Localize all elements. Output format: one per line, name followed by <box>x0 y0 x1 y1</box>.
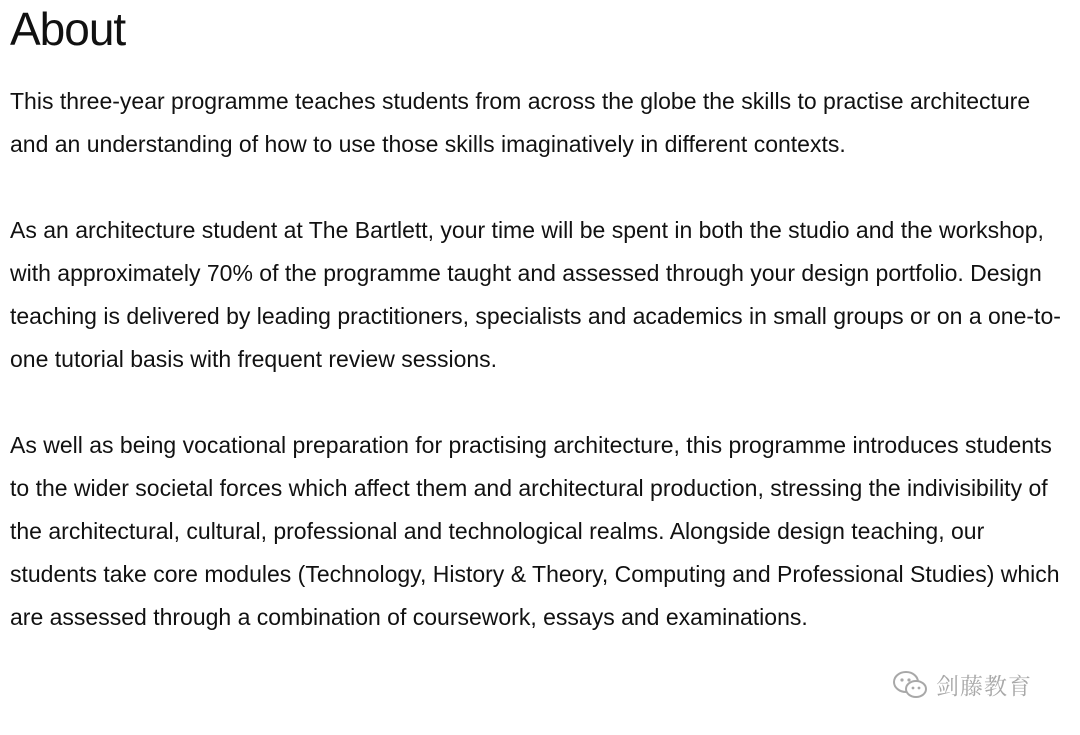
paragraph-studio: As an architecture student at The Bartlett, your time will be spent in both the studio and the workshop, with approximately 70% of the programme taught and assessed through your design portfolio. Design teaching is delivered by leading practitioners, specialists and academics in small groups or on a one-to-one tutorial basis with frequent review sessions. <box>10 217 1061 372</box>
about-section <box>10 0 1074 639</box>
paragraph-vocational: As well as being vocational preparation for practising architecture, this programme introduces students to the wider societal forces which affect them and architectural production, stressing the indivisibility of the architectural, cultural, professional and technological realms. Alongside design teaching, our students take core modules (Technology, History & Theory, Computing and Professional Studies) which are assessed through a combination of coursework, essays and examinations. <box>10 432 1060 630</box>
wechat-icon <box>892 670 930 700</box>
paragraph-intro: This three-year programme teaches students from across the globe the skills to practise architecture and an understanding of how to use those skills imaginatively in different contexts. <box>10 88 1031 157</box>
watermark <box>892 668 1032 701</box>
watermark-text: 剑藤教育 <box>936 674 1032 700</box>
page-title: About <box>10 3 126 55</box>
